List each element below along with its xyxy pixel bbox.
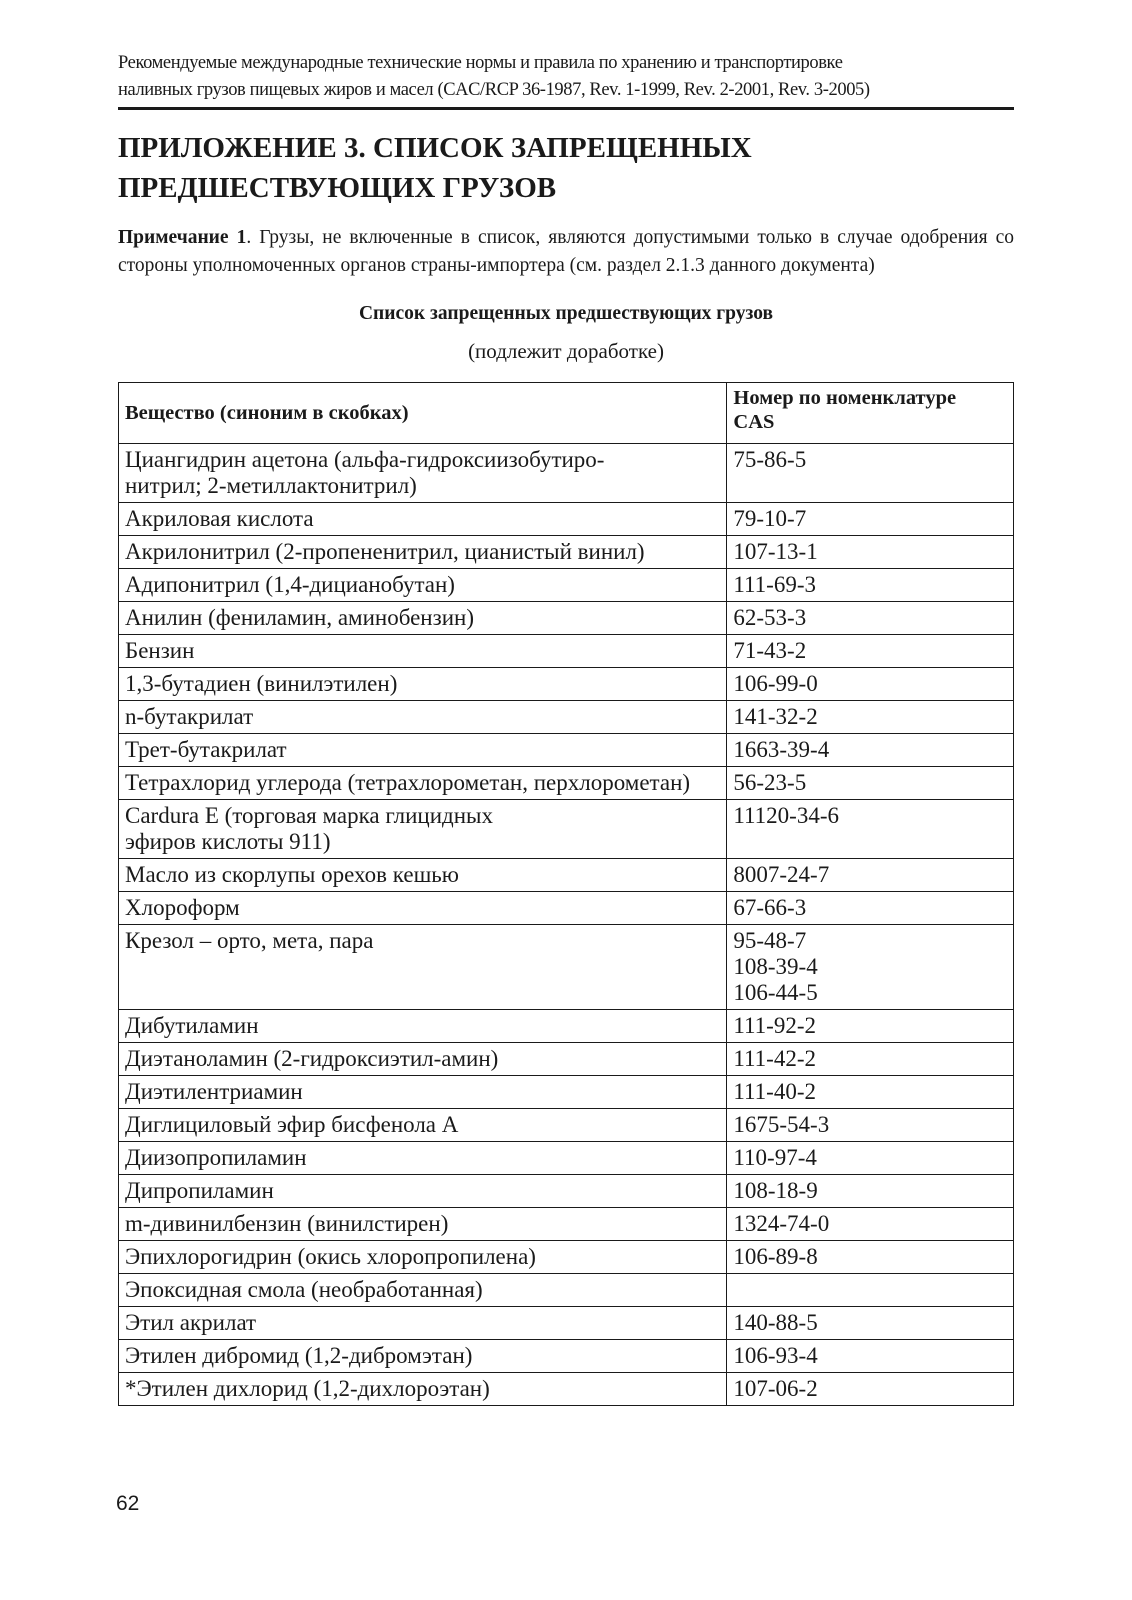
table-row xyxy=(119,634,1014,667)
substance-name: Акрилонитрил (2-пропененитрил, цианистый винил) xyxy=(125,538,645,564)
substance-cell xyxy=(119,535,727,568)
cas-cell xyxy=(727,1141,1014,1174)
substance-name: Тетрахлорид углерода (тетрахлорометан, перхлорометан) xyxy=(125,769,691,795)
cas-number: 111-69-3 xyxy=(733,571,817,597)
cas-cell xyxy=(727,858,1014,891)
cas-cell xyxy=(727,1042,1014,1075)
cas-cell xyxy=(727,891,1014,924)
substance-cell xyxy=(119,1141,727,1174)
cas-number: 110-97-4 xyxy=(733,1144,817,1170)
cas-number: 56-23-5 xyxy=(733,769,807,795)
note-paragraph xyxy=(118,224,1014,280)
substance-cell xyxy=(119,1372,727,1405)
substance-name: Бензин xyxy=(125,637,195,663)
cas-number: 106-44-5 xyxy=(733,979,818,1005)
table-row xyxy=(119,502,1014,535)
table-row xyxy=(119,1339,1014,1372)
substance-name: Диэтилентриамин xyxy=(125,1078,303,1104)
document-page xyxy=(118,50,1014,1406)
table-row xyxy=(119,443,1014,502)
cas-cell xyxy=(727,601,1014,634)
cas-cell xyxy=(727,733,1014,766)
substance-name: Хлороформ xyxy=(125,894,240,920)
substance-name: Акриловая кислота xyxy=(125,505,314,531)
table-row xyxy=(119,799,1014,858)
substance-name: Диглициловый эфир бисфенола А xyxy=(125,1111,459,1137)
cas-cell xyxy=(727,502,1014,535)
substance-name: Диэтаноламин (2-гидроксиэтил-амин) xyxy=(125,1045,499,1071)
substance-cell xyxy=(119,924,727,1009)
cas-number: 140-88-5 xyxy=(733,1309,818,1335)
cas-number: 8007-24-7 xyxy=(733,861,830,887)
table-row xyxy=(119,891,1014,924)
substance-cell xyxy=(119,1240,727,1273)
header-cas-line: Номер по номенклатуре xyxy=(733,386,957,409)
note-text: . Грузы, не включенные в список, являются допустимыми только в случае одобрения со стороны уполномоченных органов страны-импортера (см. раздел 2.1.3 данного документа) xyxy=(118,227,1014,276)
cas-number: 62-53-3 xyxy=(733,604,807,630)
table-row xyxy=(119,1306,1014,1339)
cas-cell xyxy=(727,700,1014,733)
table-subtitle: (подлежит доработке) xyxy=(468,338,664,363)
running-header xyxy=(118,50,1014,110)
substance-name: Этилен дибромид (1,2-дибромэтан) xyxy=(125,1342,473,1368)
substance-name-continued: эфиров кислоты 911) xyxy=(125,828,331,854)
table-row xyxy=(119,1009,1014,1042)
substance-name: Этил акрилат xyxy=(125,1309,257,1335)
cas-number: 11120-34-6 xyxy=(733,802,840,828)
substance-name: Анилин (фениламин, аминобензин) xyxy=(125,604,474,630)
cas-cell xyxy=(727,1075,1014,1108)
cas-number: 67-66-3 xyxy=(733,894,807,920)
substance-cell xyxy=(119,733,727,766)
substance-name: Масло из скорлупы орехов кешью xyxy=(125,861,459,887)
table-row xyxy=(119,1174,1014,1207)
table-row xyxy=(119,700,1014,733)
table-row xyxy=(119,858,1014,891)
cas-cell xyxy=(727,766,1014,799)
table-title: Список запрещенных предшествующих грузов xyxy=(358,302,774,324)
substance-name: 1,3-бутадиен (винилэтилен) xyxy=(125,670,398,696)
substance-cell xyxy=(119,1042,727,1075)
header-cas xyxy=(727,382,1014,443)
cas-number: 75-86-5 xyxy=(733,446,807,472)
table-row xyxy=(119,667,1014,700)
header-cas-line: CAS xyxy=(733,410,775,433)
substance-cell xyxy=(119,667,727,700)
substance-name: n-бутакрилат xyxy=(125,703,254,729)
table-row xyxy=(119,1075,1014,1108)
substance-name: *Этилен дихлорид (1,2-дихлороэтан) xyxy=(125,1375,490,1401)
substance-name: Дипропиламин xyxy=(125,1177,274,1203)
cas-cell xyxy=(727,799,1014,858)
table-row xyxy=(119,1108,1014,1141)
substance-cell xyxy=(119,858,727,891)
page-number: 62 xyxy=(116,1492,140,1515)
cas-number: 108-18-9 xyxy=(733,1177,818,1203)
table-row xyxy=(119,535,1014,568)
cas-number: 1324-74-0 xyxy=(733,1210,830,1236)
substance-cell xyxy=(119,799,727,858)
table-row xyxy=(119,1273,1014,1306)
table-header-row xyxy=(119,382,1014,443)
running-header-line: наливных грузов пищевых жиров и масел (CAC/RCP 36-1987, Rev. 1-1999, Rev. 2-2001, Rev. 3-2005) xyxy=(118,80,870,100)
substance-name: Эпихлорогидрин (окись хлоропропилена) xyxy=(125,1243,536,1269)
substance-name-continued: нитрил; 2-метиллактонитрил) xyxy=(125,472,417,498)
table-row xyxy=(119,733,1014,766)
substance-cell xyxy=(119,601,727,634)
substance-cell xyxy=(119,1207,727,1240)
cas-number: 107-13-1 xyxy=(733,538,818,564)
cas-number: 1663-39-4 xyxy=(733,736,830,762)
substance-name: Cardura E (торговая марка глицидных xyxy=(125,802,494,828)
substance-cell xyxy=(119,443,727,502)
substance-cell xyxy=(119,700,727,733)
substance-cell xyxy=(119,891,727,924)
table-row xyxy=(119,1207,1014,1240)
cas-number: 106-99-0 xyxy=(733,670,818,696)
cas-cell xyxy=(727,535,1014,568)
cas-cell xyxy=(727,924,1014,1009)
appendix-title-line: ПРЕДШЕСТВУЮЩИХ ГРУЗОВ xyxy=(118,172,557,204)
table-row xyxy=(119,1042,1014,1075)
table-row xyxy=(119,1141,1014,1174)
substance-cell xyxy=(119,766,727,799)
substance-name: m-дивинилбензин (винилстирен) xyxy=(125,1210,449,1236)
cas-number: 107-06-2 xyxy=(733,1375,818,1401)
substance-cell xyxy=(119,1273,727,1306)
substance-cell xyxy=(119,634,727,667)
table-row xyxy=(119,1240,1014,1273)
substance-cell xyxy=(119,1339,727,1372)
cas-number: 108-39-4 xyxy=(733,953,818,979)
substance-cell xyxy=(119,502,727,535)
cas-number: 141-32-2 xyxy=(733,703,818,729)
cas-cell xyxy=(727,1273,1014,1306)
substance-cell xyxy=(119,568,727,601)
table-body xyxy=(119,443,1014,1405)
cas-cell xyxy=(727,1174,1014,1207)
substance-name: Диизопропиламин xyxy=(125,1144,307,1170)
table-row xyxy=(119,924,1014,1009)
cas-cell xyxy=(727,1339,1014,1372)
cas-cell xyxy=(727,1240,1014,1273)
substance-name: Адипонитрил (1,4-дицианобутан) xyxy=(125,571,455,597)
table-row xyxy=(119,601,1014,634)
appendix-title-line: ПРИЛОЖЕНИЕ 3. СПИСОК ЗАПРЕЩЕННЫХ xyxy=(118,132,752,164)
cas-number: 111-92-2 xyxy=(733,1012,817,1038)
cas-cell xyxy=(727,1108,1014,1141)
note-label: Примечание 1 xyxy=(118,227,247,248)
substance-name: Эпоксидная смола (необработанная) xyxy=(125,1276,483,1302)
cas-cell xyxy=(727,443,1014,502)
cas-cell xyxy=(727,568,1014,601)
header-substance: Вещество (синоним в скобках) xyxy=(119,382,727,443)
substance-name: Крезол – орто, мета, пара xyxy=(125,927,374,953)
substance-cell xyxy=(119,1009,727,1042)
cas-number: 111-40-2 xyxy=(733,1078,817,1104)
cas-cell xyxy=(727,1306,1014,1339)
prohibited-cargo-table xyxy=(118,382,1014,1406)
cas-number: 1675-54-3 xyxy=(733,1111,830,1137)
substance-name: Дибутиламин xyxy=(125,1012,259,1038)
cas-number: 79-10-7 xyxy=(733,505,807,531)
cas-cell xyxy=(727,634,1014,667)
cas-number: 106-89-8 xyxy=(733,1243,818,1269)
running-header-line: Рекомендуемые международные технические нормы и правила по хранению и транспортировке xyxy=(118,53,843,73)
cas-cell xyxy=(727,1372,1014,1405)
table-row xyxy=(119,568,1014,601)
substance-cell xyxy=(119,1108,727,1141)
substance-cell xyxy=(119,1306,727,1339)
substance-name: Трет-бутакрилат xyxy=(125,736,287,762)
cas-number: 95-48-7 xyxy=(733,927,807,953)
cas-number: 111-42-2 xyxy=(733,1045,817,1071)
substance-cell xyxy=(119,1174,727,1207)
table-row xyxy=(119,1372,1014,1405)
cas-number: 106-93-4 xyxy=(733,1342,818,1368)
table-row xyxy=(119,766,1014,799)
cas-number: 71-43-2 xyxy=(733,637,807,663)
cas-cell xyxy=(727,667,1014,700)
appendix-title xyxy=(118,128,1014,208)
cas-cell xyxy=(727,1207,1014,1240)
substance-cell xyxy=(119,1075,727,1108)
substance-name: Циангидрин ацетона (альфа-гидроксиизобутиро- xyxy=(125,446,605,472)
cas-cell xyxy=(727,1009,1014,1042)
